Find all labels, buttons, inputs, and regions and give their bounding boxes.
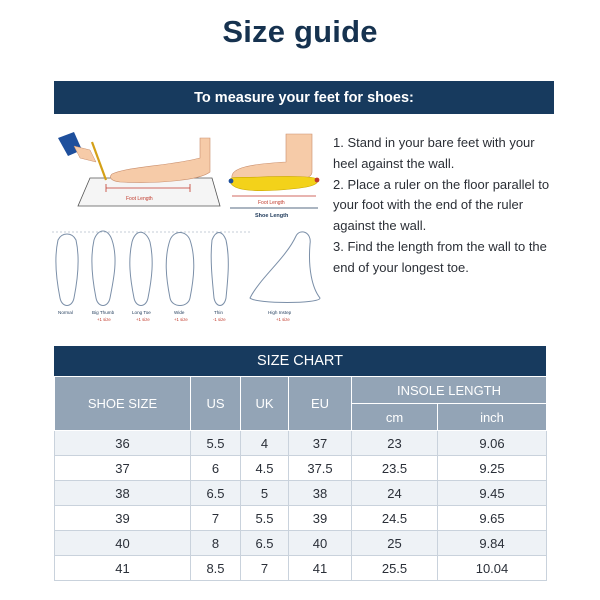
size-chart-header bbox=[54, 346, 546, 376]
col-shoe-size: SHOE SIZE bbox=[55, 377, 191, 431]
col-insole-length: INSOLE LENGTH bbox=[352, 377, 547, 404]
foot-type-note: +1 size bbox=[174, 317, 188, 322]
foot-type-labels bbox=[58, 310, 292, 322]
foot-type-note: -1 size bbox=[213, 317, 226, 322]
measure-header bbox=[54, 81, 554, 114]
foot-type-label: Thin bbox=[214, 310, 223, 315]
size-chart-title: SIZE CHART bbox=[257, 353, 343, 369]
foot-type-label: Big Thumb bbox=[92, 310, 115, 315]
cell-shoe-size: 37 bbox=[55, 456, 191, 481]
measuring-foot-figure bbox=[58, 132, 220, 206]
cell-inch: 9.84 bbox=[438, 531, 547, 556]
foot-length-label-2: Foot Length bbox=[258, 200, 285, 206]
foot-long-toe bbox=[130, 232, 152, 305]
cell-eu: 37.5 bbox=[289, 456, 352, 481]
step-2: 2. Place a ruler on the floor parallel to your foot with the end of the ruler against the wall. bbox=[333, 176, 550, 234]
cell-cm: 24.5 bbox=[352, 506, 438, 531]
cell-us: 7 bbox=[191, 506, 241, 531]
cell-cm: 25.5 bbox=[352, 556, 438, 581]
foot-high-instep bbox=[250, 232, 320, 303]
cell-cm: 25 bbox=[352, 531, 438, 556]
foot-type-label: High Instep bbox=[268, 310, 292, 315]
foot-type-label: Wide bbox=[174, 310, 185, 315]
foot-types-figure bbox=[52, 231, 320, 306]
foot-normal bbox=[56, 234, 78, 306]
size-chart-table bbox=[54, 376, 547, 581]
shoe-length-label: Shoe Length bbox=[255, 213, 289, 219]
cell-uk: 7 bbox=[241, 556, 289, 581]
foot-type-label: Long Toe bbox=[132, 310, 151, 315]
cell-cm: 23.5 bbox=[352, 456, 438, 481]
cell-shoe-size: 36 bbox=[55, 431, 191, 456]
cell-us: 8.5 bbox=[191, 556, 241, 581]
col-eu: EU bbox=[289, 377, 352, 431]
cell-cm: 23 bbox=[352, 431, 438, 456]
measurement-illustration bbox=[50, 128, 328, 336]
cell-uk: 5.5 bbox=[241, 506, 289, 531]
foot-wide bbox=[166, 233, 194, 306]
cell-us: 6 bbox=[191, 456, 241, 481]
measure-header-text: To measure your feet for shoes: bbox=[194, 89, 414, 106]
cell-shoe-size: 39 bbox=[55, 506, 191, 531]
table-row bbox=[55, 481, 547, 506]
col-inch: inch bbox=[438, 404, 547, 431]
cell-cm: 24 bbox=[352, 481, 438, 506]
foot-type-label: Normal bbox=[58, 310, 73, 315]
table-row bbox=[55, 531, 547, 556]
measurement-steps bbox=[333, 133, 558, 279]
cell-eu: 40 bbox=[289, 531, 352, 556]
cell-uk: 4.5 bbox=[241, 456, 289, 481]
table-row bbox=[55, 431, 547, 456]
cell-us: 5.5 bbox=[191, 431, 241, 456]
foot-type-note: +1 size bbox=[276, 317, 290, 322]
cell-shoe-size: 41 bbox=[55, 556, 191, 581]
cell-uk: 4 bbox=[241, 431, 289, 456]
step-3: 3. Find the length from the wall to the end of your longest toe. bbox=[333, 238, 547, 275]
cell-eu: 38 bbox=[289, 481, 352, 506]
cell-inch: 9.65 bbox=[438, 506, 547, 531]
foot-type-note: +1 size bbox=[136, 317, 150, 322]
foot-big-thumb bbox=[92, 231, 115, 306]
cell-eu: 39 bbox=[289, 506, 352, 531]
cell-uk: 6.5 bbox=[241, 531, 289, 556]
cell-us: 6.5 bbox=[191, 481, 241, 506]
page-title: Size guide bbox=[222, 14, 378, 49]
col-us: US bbox=[191, 377, 241, 431]
cell-shoe-size: 38 bbox=[55, 481, 191, 506]
col-uk: UK bbox=[241, 377, 289, 431]
cell-shoe-size: 40 bbox=[55, 531, 191, 556]
insole-foot-figure bbox=[229, 134, 320, 219]
foot-length-label: Foot Length bbox=[126, 196, 153, 202]
cell-inch: 9.25 bbox=[438, 456, 547, 481]
cell-inch: 10.04 bbox=[438, 556, 547, 581]
foot-type-note: +1 size bbox=[97, 317, 111, 322]
col-cm: cm bbox=[352, 404, 438, 431]
cell-inch: 9.06 bbox=[438, 431, 547, 456]
step-1: 1. Stand in your bare feet with your heel against the wall. bbox=[333, 135, 535, 171]
foot-thin bbox=[211, 233, 228, 306]
cell-inch: 9.45 bbox=[438, 481, 547, 506]
table-row bbox=[55, 556, 547, 581]
cell-uk: 5 bbox=[241, 481, 289, 506]
cell-eu: 37 bbox=[289, 431, 352, 456]
cell-eu: 41 bbox=[289, 556, 352, 581]
table-row bbox=[55, 506, 547, 531]
table-row bbox=[55, 456, 547, 481]
cell-us: 8 bbox=[191, 531, 241, 556]
